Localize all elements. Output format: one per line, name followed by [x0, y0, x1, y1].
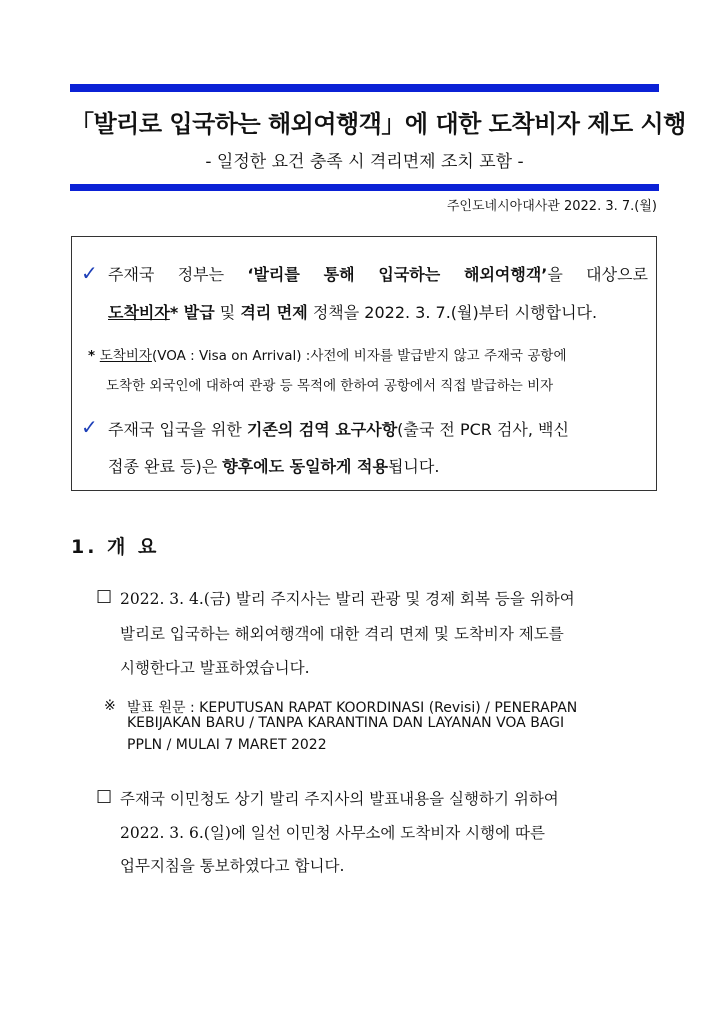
reference-line-2: KEBIJAKAN BARU / TANPA KARANTINA DAN LAYANAN VOA BAGI: [127, 715, 565, 731]
square-bullet-icon: □: [96, 786, 113, 806]
summary-item-1-line-2: 도착비자* 발급 및 격리 면제 정책을 2022. 3. 7.(월)부터 시행합니다.: [108, 303, 598, 322]
reference-line-1: 발표 원문 : KEPUTUSAN RAPAT KOORDINASI (Revisi) / PENERAPAN: [127, 700, 578, 716]
check-icon: ✓: [81, 261, 98, 285]
square-bullet-icon: □: [96, 586, 113, 606]
check-icon: ✓: [81, 415, 98, 439]
summary-item-1-line-1: 주재국 정부는 ‘발리를 통해 입국하는 해외여행객’을 대상으로: [108, 265, 648, 284]
document-title: 「발리로 입국하는 해외여행객」에 대한 도착비자 제도 시행: [70, 110, 686, 138]
header-top-rule: [70, 84, 659, 92]
reference-line-3: PPLN / MULAI 7 MARET 2022: [127, 737, 327, 753]
summary-footnote-line-1: * 도착비자(VOA : Visa on Arrival) :사전에 비자를 발급받지 않고 주재국 공항에: [88, 348, 567, 364]
header-bottom-rule: [70, 184, 659, 191]
paragraph-1-line-2: 발리로 입국하는 해외여행객에 대한 격리 면제 및 도착비자 제도를: [120, 625, 564, 643]
summary-box: [71, 236, 657, 491]
paragraph-2-line-2: 2022. 3. 6.(일)에 일선 이민청 사무소에 도착비자 시행에 따른: [120, 824, 545, 842]
summary-item-2-line-2: 접종 완료 등)은 향후에도 동일하게 적용됩니다.: [108, 457, 440, 476]
section-heading: 1. 개 요: [71, 536, 160, 558]
issuer-date: 주인도네시아대사관 2022. 3. 7.(월): [446, 199, 657, 214]
reference-mark: ※: [104, 698, 116, 714]
summary-item-2-line-1: 주재국 입국을 위한 기존의 검역 요구사항(출국 전 PCR 검사, 백신: [108, 420, 569, 439]
document-subtitle: - 일정한 요건 충족 시 격리면제 조치 포함 -: [205, 152, 524, 172]
paragraph-1-line-1: 2022. 3. 4.(금) 발리 주지사는 발리 관광 및 경제 회복 등을 위하여: [120, 590, 575, 608]
summary-footnote-line-2: 도착한 외국인에 대하여 관광 등 목적에 한하여 공항에서 직접 발급하는 비자: [106, 378, 554, 394]
paragraph-2-line-1: 주재국 이민청도 상기 발리 주지사의 발표내용을 실행하기 위하여: [120, 790, 559, 808]
paragraph-1-line-3: 시행한다고 발표하였습니다.: [120, 659, 310, 677]
paragraph-2-line-3: 업무지침을 통보하였다고 합니다.: [120, 857, 345, 875]
